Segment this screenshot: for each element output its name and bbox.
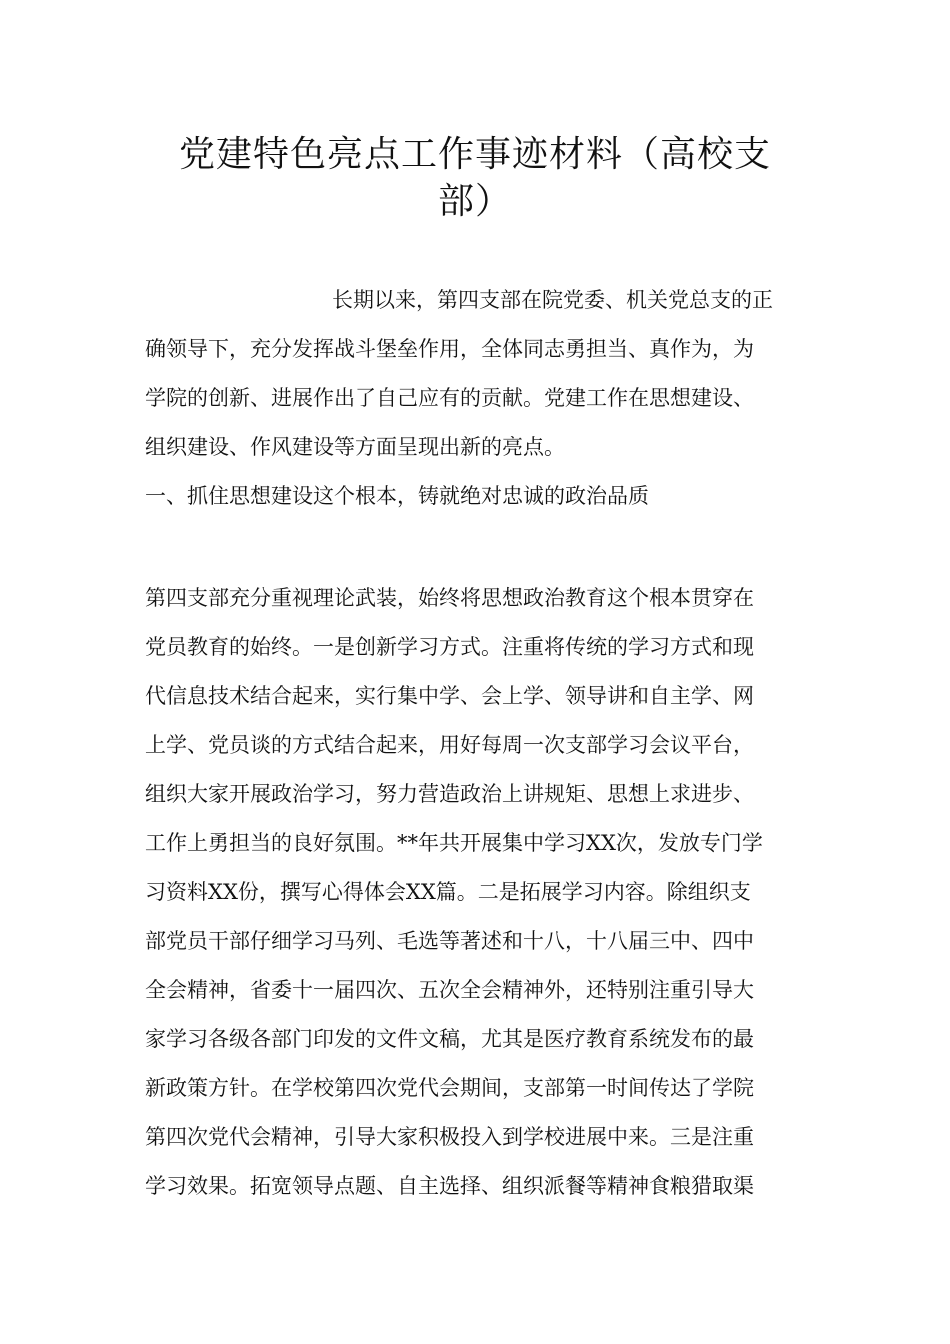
paragraph-line: 部党员干部仔细学习马列、毛选等著述和十八，十八届三中、四中 <box>145 929 754 953</box>
document-title-line-2: 部） <box>437 181 512 222</box>
paragraph-line: 新政策方针。在学校第四次党代会期间，支部第一时间传达了学院 <box>145 1076 754 1100</box>
paragraph-line: 第四次党代会精神，引导大家积极投入到学校进展中来。三是注重 <box>145 1125 754 1149</box>
paragraph-line: 上学、党员谈的方式结合起来，用好每周一次支部学习会议平台， <box>145 733 754 757</box>
paragraph-line: 第四支部充分重视理论武装，始终将思想政治教育这个根本贯穿在 <box>145 586 754 610</box>
paragraph-line: 全会精神，省委十一届四次、五次全会精神外，还特别注重引导大 <box>145 978 754 1002</box>
intro-line: 确领导下，充分发挥战斗堡垒作用，全体同志勇担当、真作为，为 <box>145 337 754 361</box>
paragraph-line: 习资料XX份，撰写心得体会XX篇。二是拓展学习内容。除组织支 <box>145 880 751 904</box>
paragraph-line: 工作上勇担当的良好氛围。**年共开展集中学习XX次，发放专门学 <box>145 831 763 855</box>
section-heading-text: 一、抓住思想建设这个根本，铸就绝对忠诚的政治品质 <box>145 484 649 508</box>
paragraph-line: 学习效果。拓宽领导点题、自主选择、组织派餐等精神食粮猎取渠 <box>145 1174 754 1198</box>
section-heading-1 <box>145 472 815 521</box>
intro-paragraph <box>145 276 815 472</box>
paragraph-line: 代信息技术结合起来，实行集中学、会上学、领导讲和自主学、网 <box>145 684 754 708</box>
intro-line: 长期以来，第四支部在院党委、机关党总支的正 <box>332 288 773 312</box>
section-1-paragraph <box>145 574 815 1211</box>
document-title-line-1: 党建特色亮点工作事迹材料（高校支 <box>178 134 771 175</box>
paragraph-line: 家学习各级各部门印发的文件文稿，尤其是医疗教育系统发布的最 <box>145 1027 754 1051</box>
paragraph-line: 组织大家开展政治学习，努力营造政治上讲规矩、思想上求进步、 <box>145 782 754 806</box>
intro-line: 学院的创新、进展作出了自己应有的贡献。党建工作在思想建设、 <box>145 386 754 410</box>
intro-line: 组织建设、作风建设等方面呈现出新的亮点。 <box>145 435 565 459</box>
paragraph-line: 党员教育的始终。一是创新学习方式。注重将传统的学习方式和现 <box>145 635 754 659</box>
